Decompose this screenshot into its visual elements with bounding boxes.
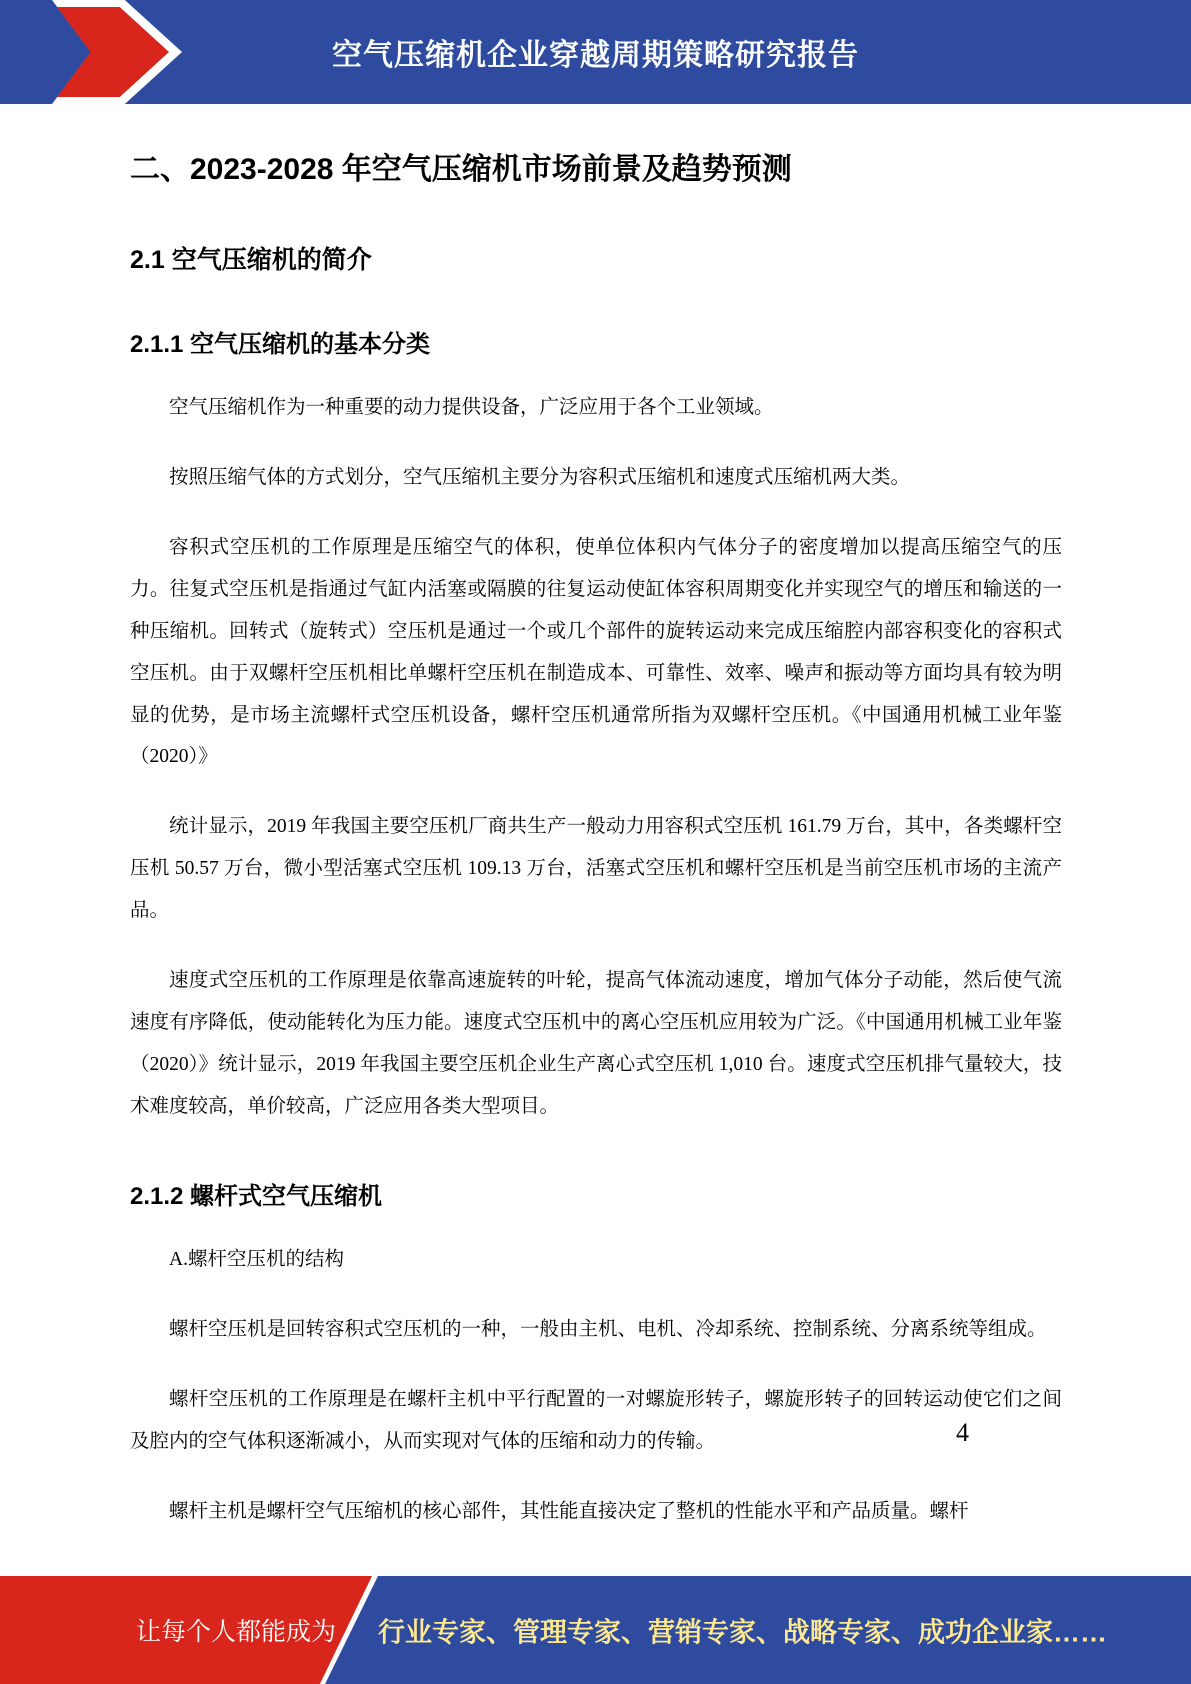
paragraph: 螺杆空压机的工作原理是在螺杆主机中平行配置的一对螺旋形转子，螺旋形转子的回转运动使它们之间及腔内的空气体积逐渐减小，从而实现对气体的压缩和动力的传输。 xyxy=(130,1388,1062,1452)
paragraph: 速度式空压机的工作原理是依靠高速旋转的叶轮，提高气体流动速度，增加气体分子动能，然后使气流速度有序降低，使动能转化为压力能。速度式空压机中的离心空压机应用较为广泛。《中国通用机械工业年鉴（2020）》统计显示，2019 年我国主要空压机企业生产离心式空压机 1,010 台。速度式空压机排气量较大，技术难度较高，单价较高，广泛应用各类大型项目。 xyxy=(130,970,1062,1117)
footer xyxy=(0,1576,1191,1684)
footer-slogan-right: 行业专家、管理专家、营销专家、战略专家、成功企业家…… xyxy=(378,1617,1107,1648)
paragraph: 容积式空压机的工作原理是压缩空气的体积，使单位体积内气体分子的密度增加以提高压缩空气的压力。往复式空压机是指通过气缸内活塞或隔膜的往复运动使缸体容积周期变化并实现空气的增压和输送的一种压缩机。回转式（旋转式）空压机是通过一个或几个部件的旋转运动来完成压缩腔内部容积变化的容积式空压机。由于双螺杆空压机相比单螺杆空压机在制造成本、可靠性、效率、噪声和振动等方面均具有较为明显的优势，是市场主流螺杆式空压机设备，螺杆空压机通常所指为双螺杆空压机。《中国通用机械工业年鉴（2020）》 xyxy=(130,536,1062,768)
subsection-heading-2-1-2: 2.1.2 螺杆式空气压缩机 xyxy=(130,1182,383,1210)
subsection-heading-2-1-1: 2.1.1 空气压缩机的基本分类 xyxy=(130,331,431,358)
report-header-title: 空气压缩机企业穿越周期策略研究报告 xyxy=(332,39,859,72)
paragraph: 统计显示，2019 年我国主要空压机厂商共生产一般动力用容积式空压机 161.79 万台，其中，各类螺杆空压机 50.57 万台，微小型活塞式空压机 109.13 万台，活塞式空压机和螺杆空压机是当前空压机市场的主流产品。 xyxy=(130,816,1062,922)
paragraph: 空气压缩机作为一种重要的动力提供设备，广泛应用于各个工业领域。 xyxy=(169,397,774,418)
paragraph: 螺杆主机是螺杆空气压缩机的核心部件，其性能直接决定了整机的性能水平和产品质量。螺杆 xyxy=(169,1500,969,1522)
footer-slogan-left: 让每个人都能成为 xyxy=(136,1618,337,1646)
page-number: 4 xyxy=(956,1418,969,1447)
paragraph: A.螺杆空压机的结构 xyxy=(169,1248,344,1270)
document-body xyxy=(130,104,1062,1532)
section-heading-2-1: 2.1 空气压缩机的简介 xyxy=(130,246,372,274)
header-arrow-red xyxy=(57,7,169,97)
paragraph: 按照压缩气体的方式划分，空气压缩机主要分为容积式压缩机和速度式压缩机两大类。 xyxy=(169,466,911,488)
paragraph: 螺杆空压机是回转容积式空压机的一种，一般由主机、电机、冷却系统、控制系统、分离系统等组成。 xyxy=(169,1318,1047,1340)
header-arrow-icon xyxy=(52,0,182,104)
chapter-heading: 二、2023-2028 年空气压缩机市场前景及趋势预测 xyxy=(130,153,792,186)
